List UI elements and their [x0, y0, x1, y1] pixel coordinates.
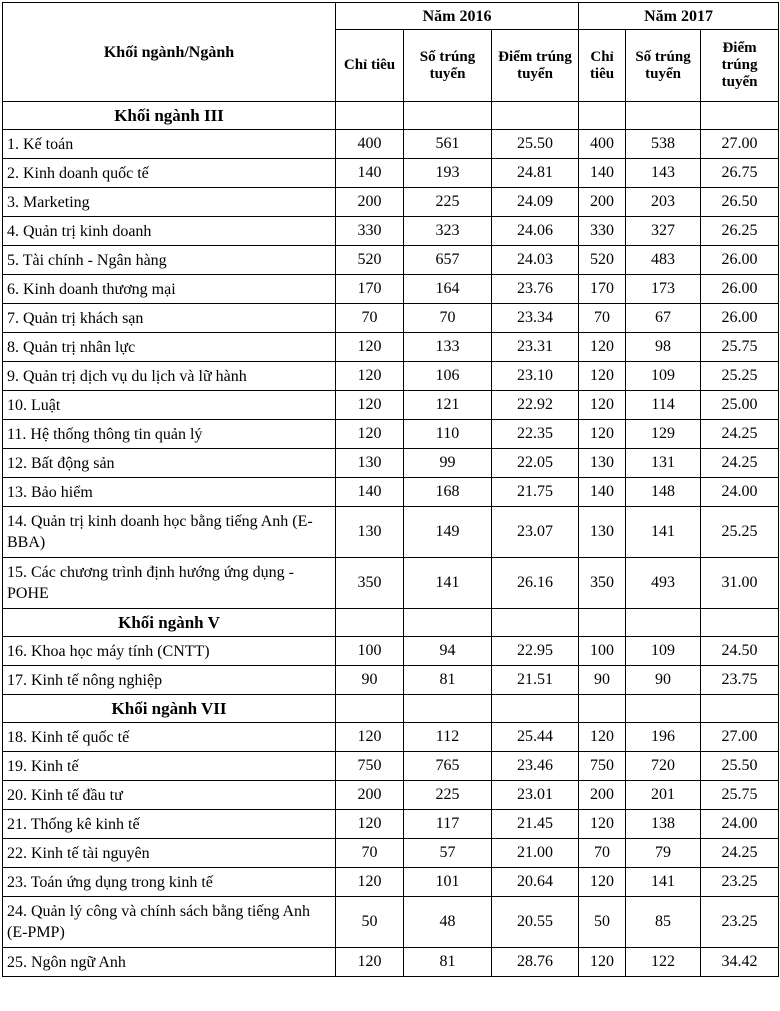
empty-cell: [701, 609, 779, 637]
table-row: [3, 839, 779, 868]
admitted-2017: 173: [626, 275, 701, 304]
admitted-2017: 129: [626, 420, 701, 449]
admission-table: [2, 2, 779, 977]
empty-cell: [492, 695, 579, 723]
major-name: 18. Kinh tế quốc tế: [3, 723, 336, 752]
score-2016: 20.64: [492, 868, 579, 897]
table-row: [3, 948, 779, 977]
table-row: [3, 246, 779, 275]
admitted-2016: 106: [404, 362, 492, 391]
admitted-2017: 122: [626, 948, 701, 977]
score-2016: 26.16: [492, 558, 579, 609]
quota-2016: 120: [336, 868, 404, 897]
empty-cell: [701, 102, 779, 130]
admitted-2017: 538: [626, 130, 701, 159]
header-2017-admitted: Số trúng tuyển: [626, 30, 701, 102]
admitted-2016: 57: [404, 839, 492, 868]
quota-2017: 50: [579, 897, 626, 948]
score-2016: 22.05: [492, 449, 579, 478]
major-name: 4. Quản trị kinh doanh: [3, 217, 336, 246]
score-2017: 25.25: [701, 362, 779, 391]
quota-2017: 120: [579, 362, 626, 391]
quota-2016: 130: [336, 507, 404, 558]
major-name: 23. Toán ứng dụng trong kinh tế: [3, 868, 336, 897]
admitted-2017: 114: [626, 391, 701, 420]
quota-2017: 130: [579, 449, 626, 478]
admitted-2017: 131: [626, 449, 701, 478]
admitted-2017: 196: [626, 723, 701, 752]
admitted-2016: 561: [404, 130, 492, 159]
table-row: [3, 637, 779, 666]
table-row: [3, 449, 779, 478]
admitted-2016: 81: [404, 948, 492, 977]
admitted-2016: 99: [404, 449, 492, 478]
score-2017: 34.42: [701, 948, 779, 977]
quota-2016: 400: [336, 130, 404, 159]
admitted-2016: 657: [404, 246, 492, 275]
header-year-2017: Năm 2017: [579, 3, 779, 30]
quota-2017: 520: [579, 246, 626, 275]
major-name: 15. Các chương trình định hướng ứng dụng - POHE: [3, 558, 336, 609]
major-name: 5. Tài chính - Ngân hàng: [3, 246, 336, 275]
quota-2016: 120: [336, 391, 404, 420]
quota-2016: 100: [336, 637, 404, 666]
empty-cell: [404, 102, 492, 130]
empty-cell: [336, 609, 404, 637]
quota-2016: 120: [336, 810, 404, 839]
table-row: [3, 868, 779, 897]
admitted-2016: 117: [404, 810, 492, 839]
score-2017: 24.25: [701, 839, 779, 868]
score-2016: 25.50: [492, 130, 579, 159]
major-name: 12. Bất động sản: [3, 449, 336, 478]
quota-2017: 140: [579, 159, 626, 188]
quota-2017: 70: [579, 839, 626, 868]
empty-cell: [336, 102, 404, 130]
score-2017: 24.50: [701, 637, 779, 666]
major-name: 21. Thống kê kinh tế: [3, 810, 336, 839]
quota-2016: 70: [336, 839, 404, 868]
header-2016-quota: Chỉ tiêu: [336, 30, 404, 102]
score-2017: 23.25: [701, 897, 779, 948]
score-2017: 26.00: [701, 304, 779, 333]
quota-2017: 400: [579, 130, 626, 159]
score-2017: 25.25: [701, 507, 779, 558]
admitted-2016: 94: [404, 637, 492, 666]
admitted-2016: 765: [404, 752, 492, 781]
empty-cell: [626, 102, 701, 130]
score-2017: 31.00: [701, 558, 779, 609]
admitted-2016: 225: [404, 188, 492, 217]
major-name: 22. Kinh tế tài nguyên: [3, 839, 336, 868]
admitted-2016: 110: [404, 420, 492, 449]
quota-2016: 170: [336, 275, 404, 304]
score-2017: 24.25: [701, 449, 779, 478]
admitted-2016: 112: [404, 723, 492, 752]
quota-2017: 100: [579, 637, 626, 666]
admitted-2017: 203: [626, 188, 701, 217]
quota-2017: 130: [579, 507, 626, 558]
empty-cell: [492, 609, 579, 637]
quota-2017: 120: [579, 333, 626, 362]
table-row: [3, 333, 779, 362]
section-row: [3, 102, 779, 130]
quota-2016: 120: [336, 723, 404, 752]
quota-2016: 330: [336, 217, 404, 246]
major-name: 17. Kinh tế nông nghiệp: [3, 666, 336, 695]
header-2016-score: Điểm trúng tuyển: [492, 30, 579, 102]
quota-2017: 90: [579, 666, 626, 695]
admitted-2017: 141: [626, 868, 701, 897]
table-row: [3, 188, 779, 217]
quota-2017: 200: [579, 781, 626, 810]
admitted-2016: 168: [404, 478, 492, 507]
table-row: [3, 159, 779, 188]
quota-2017: 120: [579, 810, 626, 839]
score-2017: 23.75: [701, 666, 779, 695]
table-row: [3, 723, 779, 752]
quota-2016: 70: [336, 304, 404, 333]
admitted-2017: 85: [626, 897, 701, 948]
table-row: [3, 217, 779, 246]
empty-cell: [626, 609, 701, 637]
major-name: 10. Luật: [3, 391, 336, 420]
admitted-2017: 148: [626, 478, 701, 507]
section-title: Khối ngành V: [3, 609, 336, 637]
empty-cell: [404, 609, 492, 637]
table-row: [3, 752, 779, 781]
score-2016: 24.09: [492, 188, 579, 217]
score-2016: 22.35: [492, 420, 579, 449]
major-name: 2. Kinh doanh quốc tế: [3, 159, 336, 188]
score-2016: 23.46: [492, 752, 579, 781]
admitted-2016: 133: [404, 333, 492, 362]
score-2016: 23.01: [492, 781, 579, 810]
section-title: Khối ngành III: [3, 102, 336, 130]
admitted-2016: 101: [404, 868, 492, 897]
admitted-2016: 149: [404, 507, 492, 558]
score-2016: 20.55: [492, 897, 579, 948]
score-2016: 24.81: [492, 159, 579, 188]
admitted-2017: 143: [626, 159, 701, 188]
quota-2016: 120: [336, 333, 404, 362]
score-2017: 26.50: [701, 188, 779, 217]
score-2016: 24.03: [492, 246, 579, 275]
major-name: 25. Ngôn ngữ Anh: [3, 948, 336, 977]
admitted-2017: 138: [626, 810, 701, 839]
admitted-2017: 90: [626, 666, 701, 695]
admitted-2017: 109: [626, 637, 701, 666]
admitted-2017: 720: [626, 752, 701, 781]
quota-2016: 350: [336, 558, 404, 609]
score-2017: 25.75: [701, 781, 779, 810]
table-row: [3, 897, 779, 948]
score-2017: 25.75: [701, 333, 779, 362]
admitted-2016: 225: [404, 781, 492, 810]
quota-2016: 750: [336, 752, 404, 781]
section-row: [3, 609, 779, 637]
table-row: [3, 810, 779, 839]
score-2016: 22.92: [492, 391, 579, 420]
empty-cell: [492, 102, 579, 130]
quota-2017: 120: [579, 948, 626, 977]
quota-2016: 520: [336, 246, 404, 275]
score-2017: 25.50: [701, 752, 779, 781]
table-row: [3, 275, 779, 304]
quota-2017: 330: [579, 217, 626, 246]
quota-2017: 120: [579, 723, 626, 752]
admitted-2016: 81: [404, 666, 492, 695]
empty-cell: [626, 695, 701, 723]
admitted-2016: 141: [404, 558, 492, 609]
major-name: 1. Kế toán: [3, 130, 336, 159]
empty-cell: [579, 102, 626, 130]
score-2016: 23.07: [492, 507, 579, 558]
score-2016: 23.34: [492, 304, 579, 333]
major-name: 11. Hệ thống thông tin quản lý: [3, 420, 336, 449]
score-2017: 26.00: [701, 246, 779, 275]
major-name: 8. Quản trị nhân lực: [3, 333, 336, 362]
major-name: 20. Kinh tế đầu tư: [3, 781, 336, 810]
quota-2016: 120: [336, 362, 404, 391]
empty-cell: [579, 609, 626, 637]
header-2017-score: Điểm trúng tuyển: [701, 30, 779, 102]
score-2016: 25.44: [492, 723, 579, 752]
score-2017: 27.00: [701, 723, 779, 752]
score-2017: 25.00: [701, 391, 779, 420]
score-2016: 28.76: [492, 948, 579, 977]
score-2017: 24.25: [701, 420, 779, 449]
header-major: Khối ngành/Ngành: [3, 3, 336, 102]
quota-2017: 170: [579, 275, 626, 304]
table-row: [3, 304, 779, 333]
quota-2016: 120: [336, 948, 404, 977]
quota-2016: 90: [336, 666, 404, 695]
admitted-2017: 327: [626, 217, 701, 246]
quota-2017: 140: [579, 478, 626, 507]
quota-2016: 120: [336, 420, 404, 449]
admitted-2016: 193: [404, 159, 492, 188]
major-name: 6. Kinh doanh thương mại: [3, 275, 336, 304]
score-2016: 23.76: [492, 275, 579, 304]
table-row: [3, 781, 779, 810]
score-2016: 21.51: [492, 666, 579, 695]
score-2017: 23.25: [701, 868, 779, 897]
score-2016: 24.06: [492, 217, 579, 246]
table-row: [3, 558, 779, 609]
score-2017: 26.75: [701, 159, 779, 188]
table-row: [3, 478, 779, 507]
major-name: 9. Quản trị dịch vụ du lịch và lữ hành: [3, 362, 336, 391]
section-title: Khối ngành VII: [3, 695, 336, 723]
admitted-2017: 67: [626, 304, 701, 333]
admitted-2016: 70: [404, 304, 492, 333]
quota-2016: 140: [336, 478, 404, 507]
score-2017: 24.00: [701, 810, 779, 839]
major-name: 19. Kinh tế: [3, 752, 336, 781]
table-body: [3, 102, 779, 977]
empty-cell: [336, 695, 404, 723]
quota-2017: 120: [579, 868, 626, 897]
quota-2017: 200: [579, 188, 626, 217]
quota-2016: 140: [336, 159, 404, 188]
score-2016: 23.31: [492, 333, 579, 362]
header-2017-quota: Chỉ tiêu: [579, 30, 626, 102]
admitted-2017: 493: [626, 558, 701, 609]
quota-2017: 350: [579, 558, 626, 609]
admitted-2017: 483: [626, 246, 701, 275]
admitted-2016: 48: [404, 897, 492, 948]
major-name: 16. Khoa học máy tính (CNTT): [3, 637, 336, 666]
table-row: [3, 391, 779, 420]
score-2017: 24.00: [701, 478, 779, 507]
admitted-2017: 98: [626, 333, 701, 362]
score-2017: 26.25: [701, 217, 779, 246]
admitted-2016: 323: [404, 217, 492, 246]
score-2016: 21.00: [492, 839, 579, 868]
score-2016: 21.45: [492, 810, 579, 839]
major-name: 14. Quản trị kinh doanh học bằng tiếng Anh (E-BBA): [3, 507, 336, 558]
score-2017: 27.00: [701, 130, 779, 159]
section-row: [3, 695, 779, 723]
quota-2016: 200: [336, 188, 404, 217]
score-2016: 22.95: [492, 637, 579, 666]
quota-2017: 750: [579, 752, 626, 781]
quota-2016: 130: [336, 449, 404, 478]
score-2016: 23.10: [492, 362, 579, 391]
major-name: 3. Marketing: [3, 188, 336, 217]
table-row: [3, 507, 779, 558]
empty-cell: [701, 695, 779, 723]
major-name: 7. Quản trị khách sạn: [3, 304, 336, 333]
table-row: [3, 130, 779, 159]
admitted-2017: 79: [626, 839, 701, 868]
quota-2017: 70: [579, 304, 626, 333]
admitted-2016: 164: [404, 275, 492, 304]
table-row: [3, 362, 779, 391]
quota-2016: 200: [336, 781, 404, 810]
major-name: 24. Quản lý công và chính sách bằng tiếng Anh (E-PMP): [3, 897, 336, 948]
table-row: [3, 666, 779, 695]
admitted-2017: 201: [626, 781, 701, 810]
admitted-2017: 141: [626, 507, 701, 558]
quota-2017: 120: [579, 391, 626, 420]
empty-cell: [579, 695, 626, 723]
table-row: [3, 420, 779, 449]
table-header: [3, 3, 779, 102]
score-2017: 26.00: [701, 275, 779, 304]
admitted-2017: 109: [626, 362, 701, 391]
empty-cell: [404, 695, 492, 723]
quota-2016: 50: [336, 897, 404, 948]
quota-2017: 120: [579, 420, 626, 449]
major-name: 13. Bảo hiểm: [3, 478, 336, 507]
score-2016: 21.75: [492, 478, 579, 507]
header-2016-admitted: Số trúng tuyển: [404, 30, 492, 102]
header-year-2016: Năm 2016: [336, 3, 579, 30]
admitted-2016: 121: [404, 391, 492, 420]
